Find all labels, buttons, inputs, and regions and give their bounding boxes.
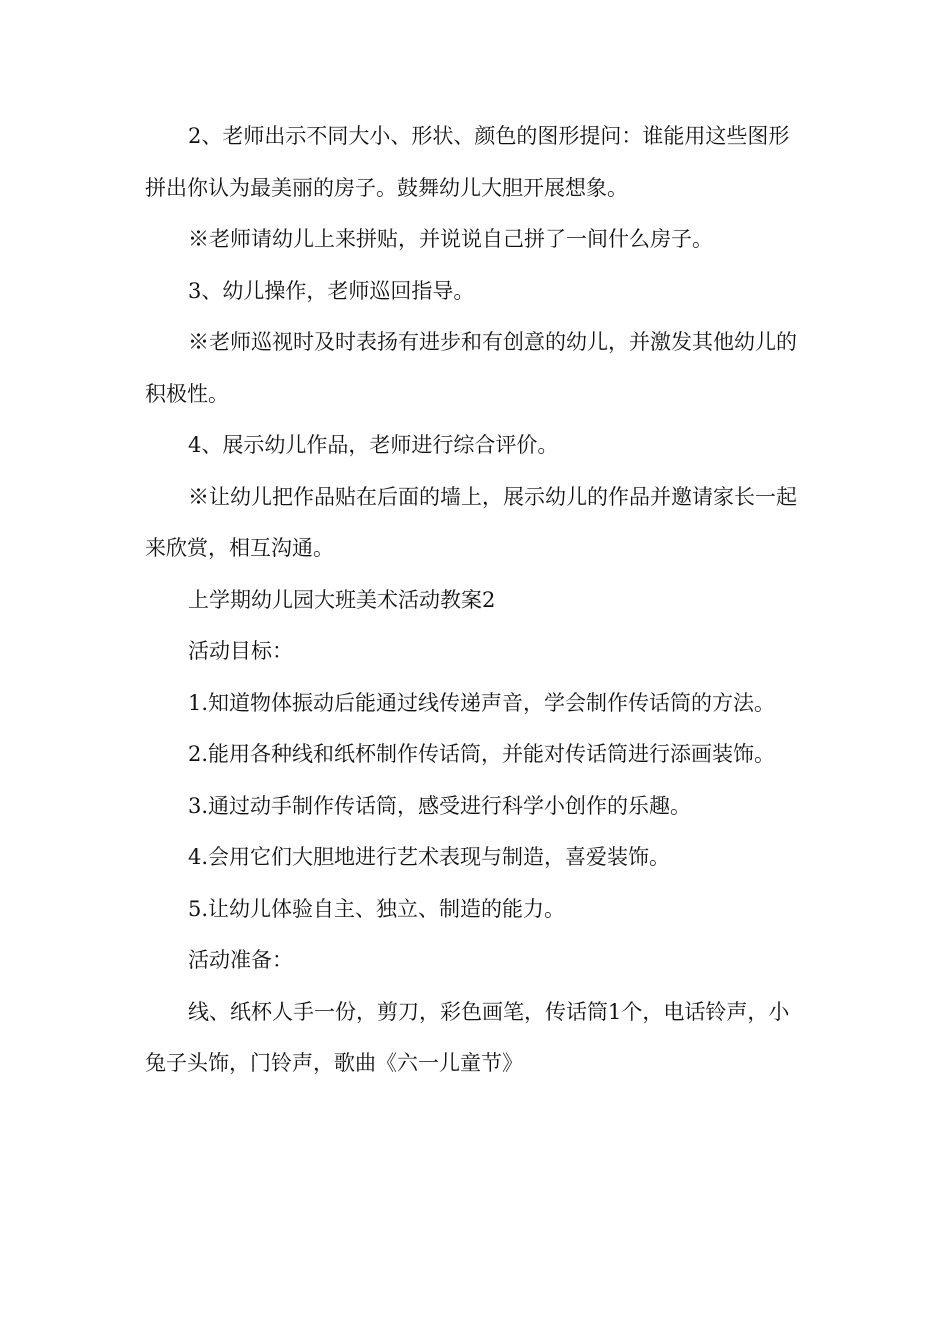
objective-4: 4.会用它们大胆地进行艺术表现与制造，喜爱装饰。 (188, 845, 671, 869)
section-title: 上学期幼儿园大班美术活动教案2 (188, 587, 496, 612)
objective-3: 3.通过动手制作传话筒，感受进行科学小创作的乐趣。 (188, 793, 692, 818)
objective-1: 1.知道物体振动后能通过线传递声音，学会制作传话筒的方法。 (188, 690, 776, 715)
preparation-heading: 活动准备： (188, 948, 293, 972)
paragraph-note-3: ※让幼儿把作品贴在后面的墙上，展示幼儿的作品并邀请家长一起来欣赏，相互沟通。 (145, 484, 797, 560)
paragraph-note-1: ※老师请幼儿上来拼贴，并说说自己拼了一间什么房子。 (188, 227, 713, 251)
paragraph-step-4: 4、展示幼儿作品，老师进行综合评价。 (188, 433, 559, 457)
paragraph-step-3: 3、幼儿操作，老师巡回指导。 (188, 278, 475, 303)
document-body (145, 111, 807, 1090)
objective-5: 5.让幼儿体验自主、独立、制造的能力。 (188, 896, 566, 921)
objectives-heading: 活动目标： (188, 639, 293, 663)
paragraph-step-2: 2、老师出示不同大小、形状、颜色的图形提问：谁能用这些图形拼出你认为最美丽的房子。鼓舞幼儿大胆开展想象。 (145, 124, 790, 200)
paragraph-note-2: ※老师巡视时及时表扬有进步和有创意的幼儿，并激发其他幼儿的积极性。 (145, 330, 797, 406)
preparation-materials: 线、纸杯人手一份，剪刀，彩色画笔，传话筒1个，电话铃声，小兔子头饰，门铃声，歌曲《六一儿童节》 (145, 999, 790, 1075)
objective-2: 2.能用各种线和纸杯制作传话筒，并能对传话筒进行添画装饰。 (188, 742, 776, 766)
